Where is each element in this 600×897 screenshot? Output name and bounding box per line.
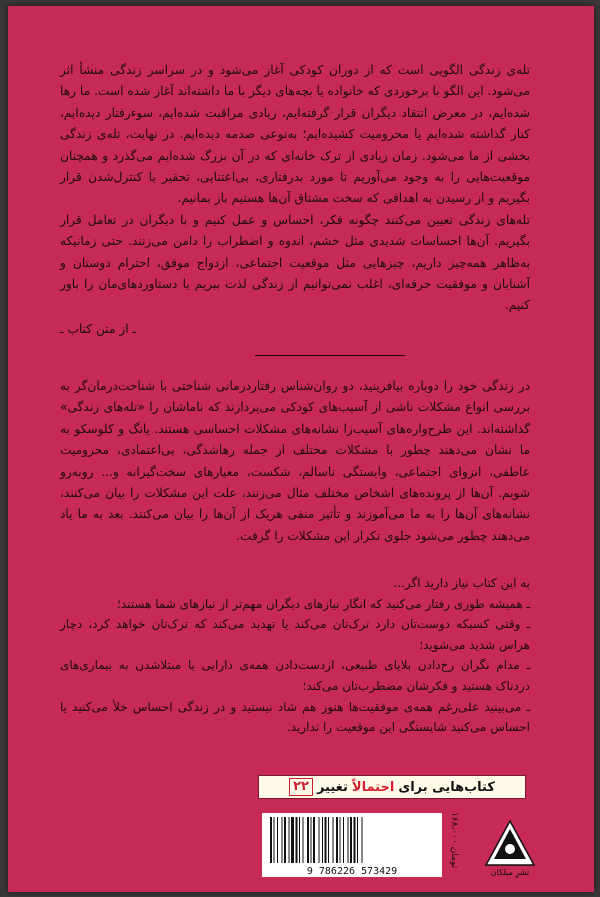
price-label: ۱۶۸،۰۰۰ تومان bbox=[449, 812, 459, 869]
needs-item: ـ می‌بینید علی‌رغم همه‌ی موفقیت‌ها هنوز هم شاد نیستید و در زندگی احساس خلأ می‌کنید یا احساس می‌کنید شایستگی این موقعیت را ندارید. bbox=[60, 699, 530, 735]
section-divider bbox=[255, 355, 405, 356]
series-accent: احتمالاً bbox=[351, 779, 395, 795]
needs-intro: به این کتاب نیاز دارید اگر... bbox=[393, 576, 530, 590]
book-description bbox=[60, 376, 530, 547]
needs-item: ـ همیشه طوری رفتار می‌کنید که انگار نیازهای دیگران مهم‌تر از نیازهای شما هستند؛ bbox=[117, 596, 530, 611]
barcode bbox=[262, 813, 442, 877]
series-label bbox=[258, 775, 526, 799]
excerpt-source: ـ از متن کتاب ـ bbox=[60, 322, 137, 336]
excerpt-paragraph: تله‌های زندگی تعیین می‌کنند چگونه فکر، احساس و عمل کنیم و با دیگران در تعامل قرار بگیریم. آن‌ها احساسات شدیدی مثل خشم، اندوه و اضطراب را دامن می‌زنند. حتی زمانیکه به‌ظاهر همه‌چیز داریم، چیزهایی مثل موقعیت اجتماعی، ازدواج موفق، احترام دوستان و آشنایان و موفقیت حرفه‌ای، اغلب نمی‌توانیم از زندگی لذت ببریم یا دستاوردهای‌مان را باور کنیم. bbox=[60, 212, 530, 313]
needs-item: ـ مدام نگران رخ‌دادن بلایای طبیعی، ازدست‌دادن همه‌ی دارایی یا مبتلاشدن به بیماری‌های دردناک هستید و فکرشان مضطرب‌تان می‌کند؛ bbox=[60, 658, 530, 693]
book-excerpt bbox=[60, 60, 530, 317]
excerpt-paragraph: تله‌ی زندگی الگویی است که از دوران کودکی آغاز می‌شود و در سراسر زندگی منشأ اثر می‌شود. این الگو با برخوردی که خانواده یا بچه‌های دیگر با ما داشته‌اند آغاز شده است. ما رها شده‌ایم، در معرض انتقاد دیگران قرار گرفته‌ایم، زیادی مراقبت شده‌ایم، سوءرفتار دیده‌ایم، کنار گذاشته شده‌ایم یا محرومیت کشیده‌ایم؛ به‌نوعی صدمه دیده‌ایم. در نهایت، تله‌ی زندگی بخشی از ما می‌شود. زمان زیادی از ترک خانه‌ای که در آن بزرگ شده‌ایم می‌گذرد و همچنان موقعیت‌هایی را به وجود می‌آوریم تا مورد بدرفتاری، بی‌اعتنایی، تحقیر یا کنترل‌شدن قرار بگیریم و از رسیدن به اهدافی که سخت مشتاق آن‌ها هستیم باز بمانیم. bbox=[60, 63, 530, 206]
series-text-end: تغییر bbox=[316, 779, 348, 795]
series-number: ۲۲ bbox=[289, 778, 313, 796]
series-text: کتاب‌هایی برای bbox=[398, 779, 495, 795]
barcode-icon bbox=[262, 813, 442, 877]
description-paragraph: در زندگی خود را دوباره بیافرینید، دو روان‌شناس رفتاردرمانی شناختی با شناخت‌درمان‌گر به بررسی انواع مشکلات ناشی از آسیب‌های کودکی می‌پردازند که ناماشان را «تله‌های زندگی» گذاشته‌اند. این طرح‌واره‌های آسیب‌زا نشانه‌های مشکلات احساسی هستند. یانگ و کلوسکو به ما نشان می‌دهند چطور با مشکلات مختلف از جمله رهاشدگی، بی‌اعتمادی، محرومیت عاطفی، انزوای اجتماعی، وابستگی ناسالم، شکست، معیارهای سخت‌گیرانه و... روبه‌رو شویم. آن‌ها از پرونده‌های اشخاص مختلف مثال می‌زنند، علت این مشکلات را بیان می‌کنند، نشانه‌های آن‌ها را به ما می‌آموزند و تأثیر منفی هریک از آن‌ها را بیان می‌کنند. بعد به ما یاد می‌دهند چطور می‌شود جلوی تکرار این مشکلات را گرفت. bbox=[60, 379, 530, 543]
needs-section bbox=[60, 573, 530, 738]
needs-item: ـ وقتی کسیکه دوست‌تان دارد ترک‌تان می‌کند یا تهدید می‌کند که ترک‌تان خواهد کرد، دچار هراس شدید می‌شوید؛ bbox=[60, 617, 530, 652]
needs-list bbox=[60, 594, 530, 738]
barcode-digits: 9 786226 573429 bbox=[306, 866, 398, 877]
publisher-name: نشرِ میلکان bbox=[490, 868, 530, 877]
publisher-logo-icon bbox=[480, 815, 540, 875]
